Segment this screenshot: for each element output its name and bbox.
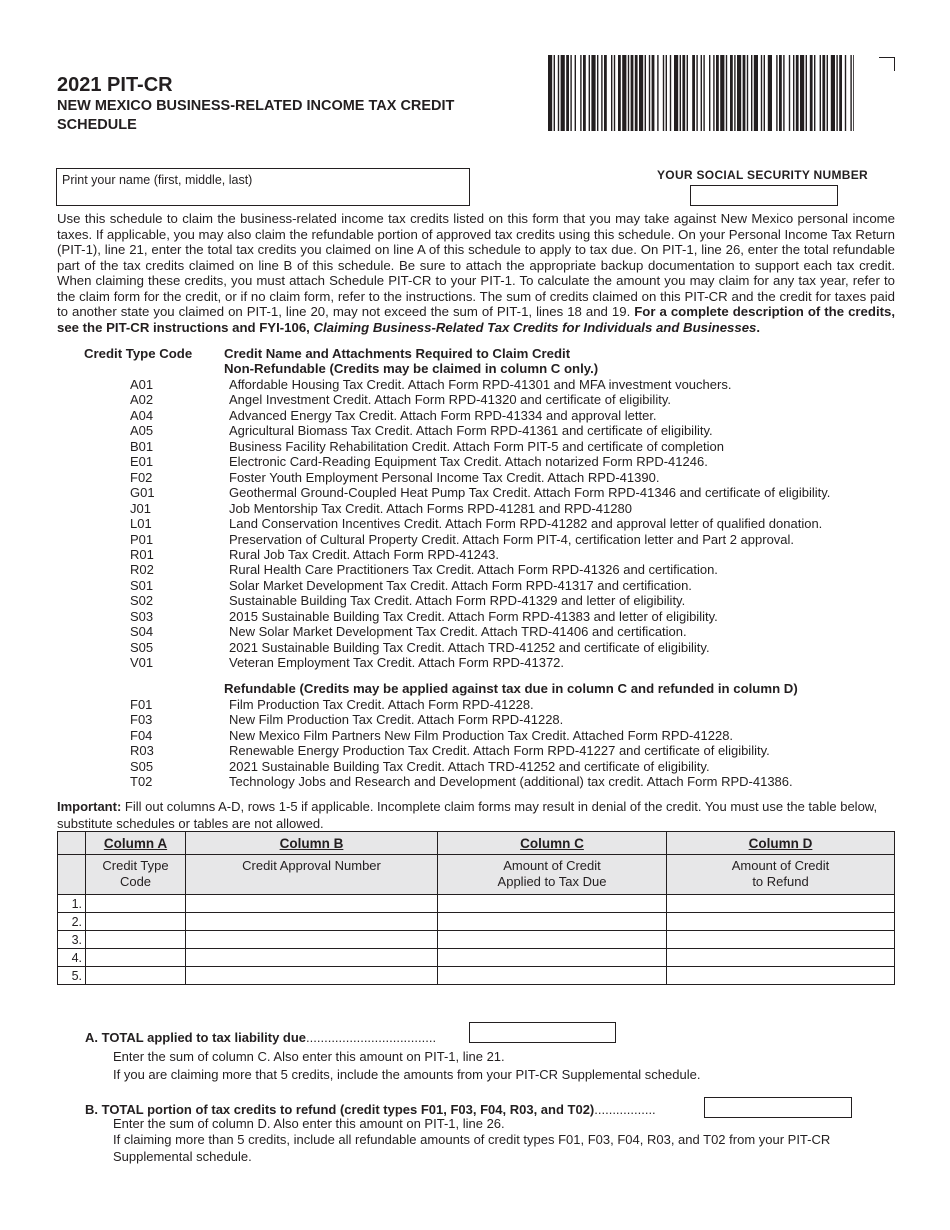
line-b-dots: ................. xyxy=(594,1102,656,1117)
barcode-bar xyxy=(827,55,828,131)
barcode-bar xyxy=(575,55,576,131)
barcode-bar xyxy=(601,55,602,131)
barcode-bar xyxy=(682,55,685,131)
barcode-bar xyxy=(611,55,612,131)
column-c-cell[interactable] xyxy=(438,949,667,967)
barcode-bar xyxy=(836,55,837,131)
important-text: Fill out columns A-D, rows 1-5 if applicable. Incomplete claim forms may result in denial of the credit. You must use the table below, substitute schedules or tables are not allowed. xyxy=(57,799,878,831)
barcode-bar xyxy=(628,55,629,131)
barcode-bar xyxy=(853,55,854,131)
credit-claim-table xyxy=(57,831,895,985)
credit-description: Renewable Energy Production Tax Credit. Attach Form RPD-41227 and certificate of eligibility. xyxy=(229,743,770,759)
barcode-bar xyxy=(716,55,719,131)
credit-description: Preservation of Cultural Property Credit. Attach Form PIT-4, certification letter and Part 2 approval. xyxy=(229,531,795,547)
barcode-bar xyxy=(751,55,752,131)
barcode-bar xyxy=(820,55,821,131)
line-a-total-field[interactable] xyxy=(469,1022,616,1043)
column-c-cell[interactable] xyxy=(438,895,667,913)
barcode-bar xyxy=(761,55,762,131)
credit-description: Agricultural Biomass Tax Credit. Attach Form RPD-41361 and certificate of eligibility. xyxy=(229,423,713,439)
barcode-bar xyxy=(737,55,741,131)
line-b-label: B. TOTAL portion of tax credits to refund (credit types F01, F03, F04, R03, and T02) xyxy=(85,1102,595,1117)
column-a-header: Column A xyxy=(86,832,186,855)
credit-description: Business Facility Rehabilitation Credit. Attach Form PIT-5 and certificate of completion xyxy=(229,438,724,454)
barcode-bar xyxy=(768,55,772,131)
barcode-bar xyxy=(639,55,643,131)
ssn-field[interactable] xyxy=(690,185,838,206)
line-a-note-2: If you are claiming more that 5 credits, include the amounts from your PIT-CR Supplemental schedule. xyxy=(113,1067,701,1082)
column-a-cell[interactable] xyxy=(86,967,186,985)
barcode-bar xyxy=(692,55,695,131)
column-d-header: Column D xyxy=(667,832,895,855)
credit-code: S01 xyxy=(130,577,154,593)
form-title: 2021 PIT-CR xyxy=(57,74,173,96)
credit-code: B01 xyxy=(130,438,154,454)
intro-bold-end: . xyxy=(756,319,761,335)
credit-code: R03 xyxy=(130,743,154,759)
barcode-bar xyxy=(764,55,765,131)
credit-description: Foster Youth Employment Personal Income Tax Credit. Attach RPD-41390. xyxy=(229,469,660,485)
credit-code: S05 xyxy=(130,758,154,774)
credit-description: 2015 Sustainable Building Tax Credit. Attach Form RPD-41383 and letter of eligibility. xyxy=(229,608,718,624)
credit-description: Angel Investment Credit. Attach Form RPD-41320 and certificate of eligibility. xyxy=(229,392,671,408)
column-c-cell[interactable] xyxy=(438,913,667,931)
credit-code: S05 xyxy=(130,639,154,655)
credit-code: S02 xyxy=(130,593,154,609)
credit-description: Technology Jobs and Research and Development (additional) tax credit. Attach Form RPD-41386. xyxy=(229,774,793,790)
column-a-cell[interactable] xyxy=(86,895,186,913)
barcode-bar xyxy=(591,55,595,131)
credit-code: E01 xyxy=(130,454,154,470)
credit-description: 2021 Sustainable Building Tax Credit. Attach TRD-41252 and certificate of eligibility. xyxy=(229,758,710,774)
barcode-bar xyxy=(597,55,598,131)
barcode-bar xyxy=(589,55,590,131)
refundable-header: Refundable (Credits may be applied against tax due in column C and refunded in column D) xyxy=(224,681,798,696)
credit-description: New Solar Market Development Tax Credit. Attach TRD-41406 and certification. xyxy=(229,624,687,640)
line-a-note-1: Enter the sum of column C. Also enter this amount on PIT-1, line 21. xyxy=(113,1049,505,1064)
column-a-cell[interactable] xyxy=(86,913,186,931)
row-number: 2. xyxy=(58,913,86,931)
credit-code: F01 xyxy=(130,697,153,712)
credit-description: Rural Job Tax Credit. Attach Form RPD-41243. xyxy=(229,546,499,562)
column-c-header: Column C xyxy=(438,832,667,855)
barcode-bar xyxy=(614,55,615,131)
barcode-graphic xyxy=(548,55,854,131)
column-b-cell[interactable] xyxy=(186,931,438,949)
credit-code: J01 xyxy=(130,500,151,516)
barcode-bar xyxy=(566,55,569,131)
barcode-bar xyxy=(554,55,555,131)
credit-description: Affordable Housing Tax Credit. Attach Form RPD-41301 and MFA investment vouchers. xyxy=(229,377,732,392)
barcode-bar xyxy=(779,55,782,131)
credit-code: V01 xyxy=(130,655,154,671)
credit-description: Land Conservation Incentives Credit. Attach Form RPD-41282 and approval letter of qualified donation. xyxy=(229,516,823,532)
credit-code: S04 xyxy=(130,624,154,640)
credit-code: R02 xyxy=(130,562,154,578)
table-corner-cell xyxy=(58,855,86,895)
column-b-cell[interactable] xyxy=(186,967,438,985)
table-corner-cell xyxy=(58,832,86,855)
barcode-bar xyxy=(850,55,851,131)
ssn-label: YOUR SOCIAL SECURITY NUMBER xyxy=(657,168,869,182)
barcode-bar xyxy=(649,55,650,131)
credit-code: G01 xyxy=(130,485,155,501)
credit-code: F04 xyxy=(130,727,153,743)
intro-bold-text: For a complete description of the credits, see the PIT-CR instructions and FYI-106, xyxy=(57,304,895,335)
column-b-header: Column B xyxy=(186,832,438,855)
credit-description: New Film Production Tax Credit. Attach Form RPD-41228. xyxy=(229,712,564,728)
credit-description: Film Production Tax Credit. Attach Form RPD-41228. xyxy=(229,697,534,712)
credit-code: F02 xyxy=(130,469,153,485)
credit-code: A02 xyxy=(130,392,154,408)
corner-crop-mark xyxy=(879,57,895,71)
barcode-bar xyxy=(814,55,815,131)
name-field-label: Print your name (first, middle, last) xyxy=(62,173,253,187)
barcode-bar xyxy=(561,55,565,131)
row-number: 3. xyxy=(58,931,86,949)
credit-description: New Mexico Film Partners New Film Production Tax Credit. Attached Form RPD-41228. xyxy=(229,727,734,743)
barcode-bar xyxy=(720,55,724,131)
line-b-note-2: If claiming more than 5 credits, include all refundable amounts of credit types F01, F03, F04, R03, and T02 from your PIT-CR Supplemental schedule. xyxy=(113,1132,831,1164)
barcode-bar xyxy=(789,55,790,131)
column-b-cell[interactable] xyxy=(186,895,438,913)
line-a-dots: .................................... xyxy=(306,1030,437,1045)
barcode-bar xyxy=(687,55,688,131)
credit-code: S03 xyxy=(130,608,154,624)
column-b-cell[interactable] xyxy=(186,913,438,931)
credit-description: Solar Market Development Tax Credit. Attach Form RPD-41317 and certification. xyxy=(229,577,692,593)
barcode-bar xyxy=(800,55,804,131)
column-d-cell[interactable] xyxy=(667,913,895,931)
barcode-bar xyxy=(793,55,794,131)
barcode-bar xyxy=(657,55,658,131)
credit-description: 2021 Sustainable Building Tax Credit. Attach TRD-41252 and certificate of eligibility. xyxy=(229,639,710,655)
barcode-bar xyxy=(822,55,825,131)
row-number: 4. xyxy=(58,949,86,967)
column-c-cell[interactable] xyxy=(438,931,667,949)
table-row xyxy=(58,967,895,985)
credit-description: Geothermal Ground-Coupled Heat Pump Tax Credit. Attach Form RPD-41346 and certificate of eligibility. xyxy=(229,485,831,501)
barcode-bar xyxy=(580,55,581,131)
credit-code: P01 xyxy=(130,531,154,547)
nonrefundable-header: Non-Refundable (Credits may be claimed in column C only.) xyxy=(224,361,599,376)
table-row xyxy=(58,913,895,931)
important-label: Important: xyxy=(57,799,122,814)
barcode-bar xyxy=(666,55,667,131)
column-a-cell[interactable] xyxy=(86,949,186,967)
name-field[interactable] xyxy=(56,168,470,206)
column-c-subheader: Amount of Credit Applied to Tax Due xyxy=(438,855,667,895)
credit-description: Advanced Energy Tax Credit. Attach Form RPD-41334 and approval letter. xyxy=(229,407,657,423)
barcode-bar xyxy=(570,55,571,131)
barcode-bar xyxy=(713,55,714,131)
credit-code: R01 xyxy=(130,546,154,562)
table-row xyxy=(58,931,895,949)
table-row xyxy=(58,895,895,913)
barcode-bar xyxy=(674,55,678,131)
barcode-bar xyxy=(645,55,646,131)
column-d-cell[interactable] xyxy=(667,967,895,985)
barcode-bar xyxy=(743,55,746,131)
credit-code: F03 xyxy=(130,712,153,728)
barcode-bar xyxy=(726,55,727,131)
barcode-bar xyxy=(548,55,552,131)
barcode-bar xyxy=(734,55,735,131)
credit-code: A01 xyxy=(130,377,154,392)
barcode-bar xyxy=(709,55,710,131)
column-d-cell[interactable] xyxy=(667,931,895,949)
credit-name-header: Credit Name and Attachments Required to Claim Credit xyxy=(224,346,571,361)
row-number: 5. xyxy=(58,967,86,985)
intro-text: Use this schedule to claim the business-related income tax credits listed on this form that you may take against New Mexico personal income taxes. If applicable, you may also claim the refundable portion of approved tax credits using this schedule. On your Personal Income Tax Return (PIT-1), line 21, enter the total tax credits you claimed on line A of this schedule to apply to tax due. On PIT-1, line 26, enter the total refundable part of the tax credits claimed on line B of this schedule. Be sure to attach the appropriate backup documentation to support each tax credit. When claiming these credits, you must attach Schedule PIT-CR to your PIT-1. To calculate the amount you may claim for any tax year, refer to the claim form for the credit, or if no claim form, refer to the instructions. The sum of credits claimed on this PIT-CR and the credit for taxes paid to another state you claimed on PIT-1, line 20, may not exceed the sum of PIT-1, lines 18 and 19. xyxy=(57,211,895,319)
barcode-bar xyxy=(652,55,655,131)
barcode-bar xyxy=(701,55,702,131)
barcode-bar xyxy=(796,55,799,131)
credit-description: Electronic Card-Reading Equipment Tax Credit. Attach notarized Form RPD-41246. xyxy=(229,454,708,470)
barcode-bar xyxy=(747,55,748,131)
barcode-bar xyxy=(783,55,784,131)
barcode-bar xyxy=(631,55,634,131)
credit-description: Rural Health Care Practitioners Tax Credit. Attach Form RPD-41326 and certification. xyxy=(229,562,718,578)
form-subtitle: NEW MEXICO BUSINESS-RELATED INCOME TAX CREDIT SCHEDULE xyxy=(57,98,455,133)
credit-description: Job Mentorship Tax Credit. Attach Forms RPD-41281 and RPD-41280 xyxy=(229,500,632,516)
column-a-subheader: Credit Type Code xyxy=(86,855,186,895)
column-a-cell[interactable] xyxy=(86,931,186,949)
line-b-note-1: Enter the sum of column D. Also enter this amount on PIT-1, line 26. xyxy=(113,1116,505,1131)
column-d-cell[interactable] xyxy=(667,949,895,967)
barcode-bar xyxy=(604,55,607,131)
important-note xyxy=(57,798,895,832)
barcode-bar xyxy=(839,55,842,131)
credit-description: Sustainable Building Tax Credit. Attach Form RPD-41329 and letter of eligibility. xyxy=(229,593,686,609)
barcode-bar xyxy=(618,55,621,131)
barcode-bar xyxy=(810,55,813,131)
column-d-subheader: Amount of Credit to Refund xyxy=(667,855,895,895)
row-number: 1. xyxy=(58,895,86,913)
barcode-bar xyxy=(622,55,626,131)
line-b-total-field[interactable] xyxy=(704,1097,852,1118)
barcode-bar xyxy=(831,55,835,131)
barcode-bar xyxy=(703,55,704,131)
barcode-bar xyxy=(845,55,846,131)
credit-code: L01 xyxy=(130,516,152,532)
credit-code: T02 xyxy=(130,774,153,790)
column-c-cell[interactable] xyxy=(438,967,667,985)
line-a-label: A. TOTAL applied to tax liability due xyxy=(85,1030,307,1045)
barcode-bar xyxy=(583,55,586,131)
intro-paragraph xyxy=(57,211,895,335)
table-row xyxy=(58,949,895,967)
credit-description: Veteran Employment Tax Credit. Attach Form RPD-41372. xyxy=(229,655,565,671)
credit-code: A04 xyxy=(130,407,154,423)
credit-code: A05 xyxy=(130,423,154,439)
intro-bold-italic-text: Claiming Business-Related Tax Credits for Individuals and Businesses xyxy=(313,319,757,335)
barcode-bar xyxy=(806,55,807,131)
column-b-subheader: Credit Approval Number xyxy=(186,855,438,895)
barcode-bar xyxy=(754,55,758,131)
barcode-bar xyxy=(663,55,664,131)
barcode-bar xyxy=(776,55,777,131)
column-b-cell[interactable] xyxy=(186,949,438,967)
barcode-bar xyxy=(670,55,671,131)
line-a-label-group xyxy=(85,1029,436,1046)
credit-code-header: Credit Type Code xyxy=(84,346,193,361)
column-d-cell[interactable] xyxy=(667,895,895,913)
barcode-bar xyxy=(680,55,681,131)
barcode-bar xyxy=(635,55,638,131)
barcode-bar xyxy=(558,55,559,131)
barcode-bar xyxy=(696,55,697,131)
barcode-bar xyxy=(730,55,733,131)
